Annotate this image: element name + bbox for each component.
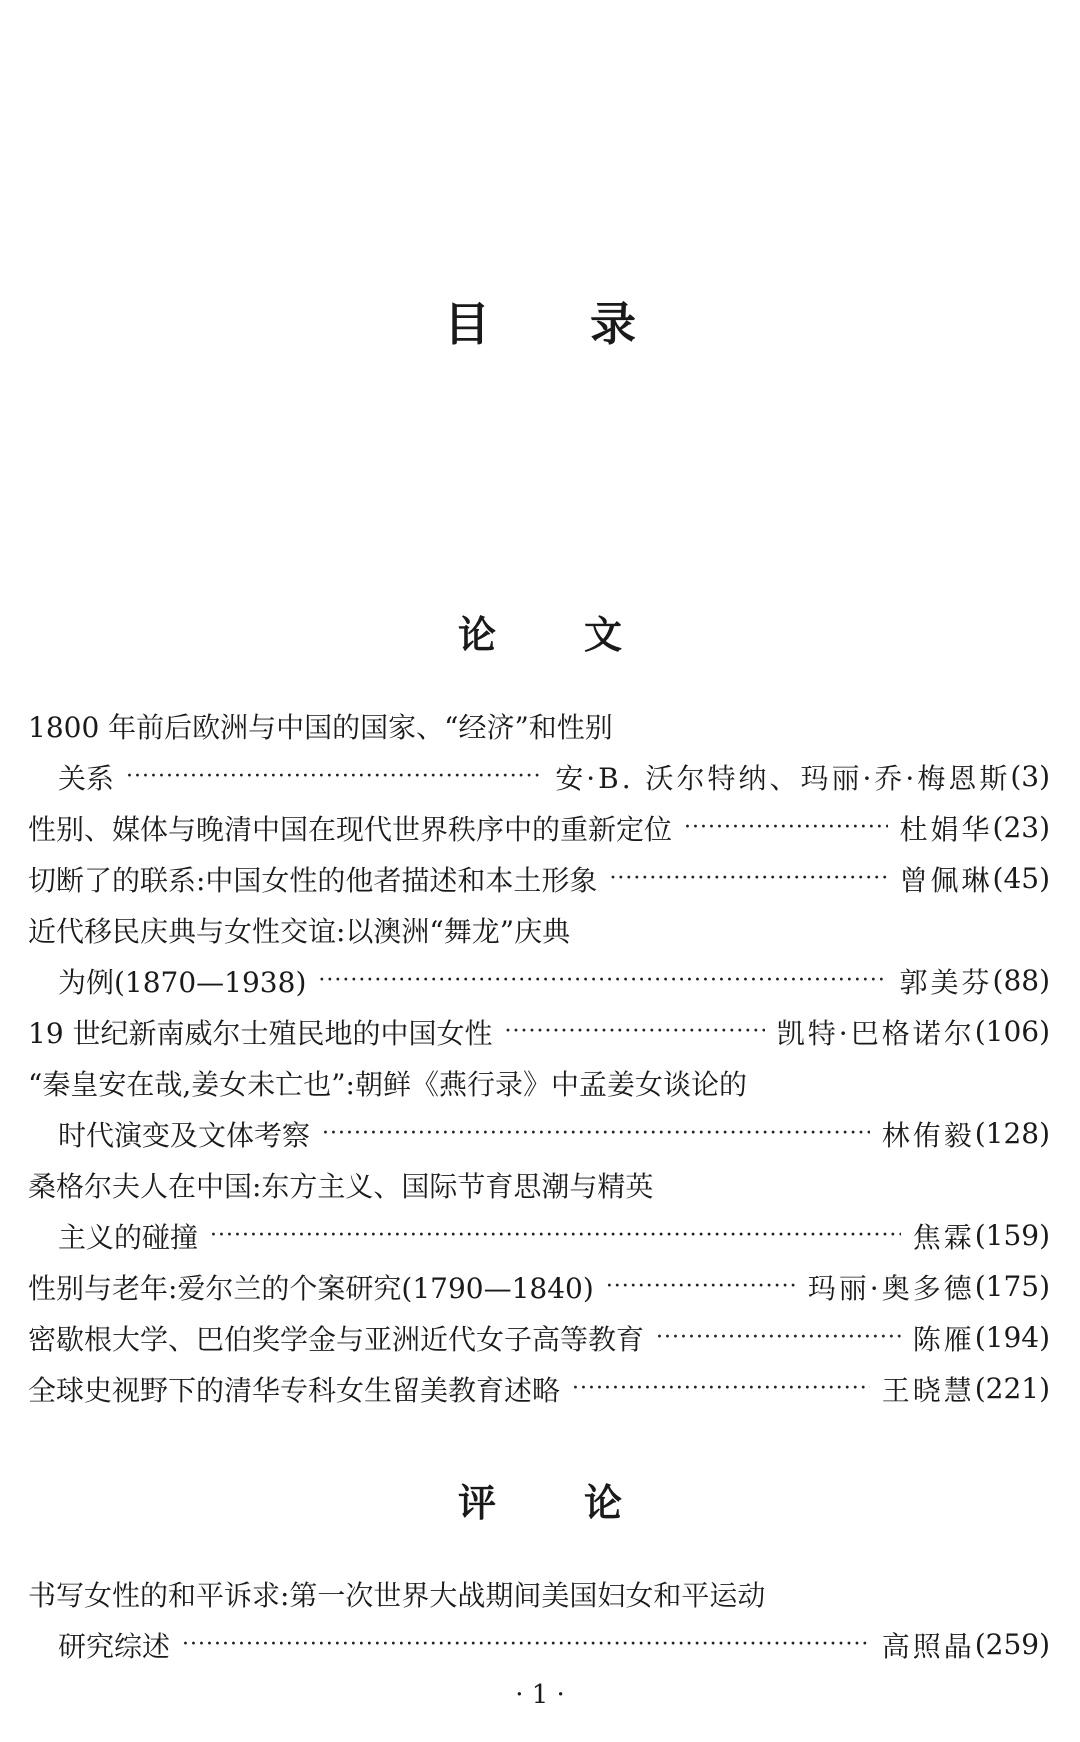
toc-entry-page: (221): [974, 1372, 1050, 1405]
toc-entry-line: [28, 1057, 1050, 1108]
dot-leader: [126, 764, 543, 789]
toc-entry-title: 关系: [58, 761, 115, 795]
dot-leader: [505, 1019, 765, 1044]
page-title: 目录: [444, 297, 736, 351]
toc-entry-author: 陈雁: [912, 1322, 975, 1356]
toc-entry-page: (128): [974, 1117, 1050, 1150]
toc-entry-line: [28, 700, 1050, 751]
toc-entry-page: (194): [974, 1321, 1050, 1354]
toc-entry-title: 为例(1870—1938): [58, 965, 307, 999]
toc-entry-page: (159): [974, 1219, 1050, 1252]
toc-entry-page: (23): [992, 811, 1050, 844]
dot-leader: [182, 1632, 870, 1657]
toc-entry-line: [28, 1261, 1050, 1312]
dot-leader: [684, 815, 887, 840]
dot-leader: [609, 866, 887, 891]
toc-entry-title: “秦皇安在哉,姜女未亡也”:朝鲜《燕行录》中孟姜女谈论的: [28, 1067, 747, 1101]
toc-entry-line: [28, 1619, 1050, 1670]
toc-entry-line: [28, 751, 1050, 802]
toc-entry-title: 研究综述: [58, 1629, 171, 1663]
dot-leader: [210, 1223, 901, 1248]
toc-entry-author: 郭美芬: [899, 965, 993, 999]
dot-leader: [656, 1325, 901, 1350]
dot-leader: [322, 1121, 870, 1146]
dot-leader: [318, 968, 887, 993]
toc-entry-author: 林侑毅: [881, 1118, 975, 1152]
toc-entry-title: 切断了的联系:中国女性的他者描述和本土形象: [28, 863, 598, 897]
toc-entry-author: 高照晶: [881, 1629, 975, 1663]
toc-entry-page: (45): [992, 862, 1050, 895]
toc-entry-author: 凯特·巴格诺尔: [776, 1016, 975, 1050]
toc-entry-title: 书写女性的和平诉求:第一次世界大战期间美国妇女和平运动: [28, 1578, 766, 1612]
toc-entry-line: [28, 904, 1050, 955]
toc-entry-author: 玛丽·奥多德: [807, 1271, 975, 1305]
toc-entry-line: [28, 802, 1050, 853]
toc-entry-title: 时代演变及文体考察: [58, 1118, 311, 1152]
toc-entry-author: 安·B. 沃尔特纳、玛丽·乔·梅恩斯: [555, 761, 1011, 795]
page-number: · 1 ·: [515, 1680, 565, 1710]
toc-entry-title: 性别、媒体与晚清中国在现代世界秩序中的重新定位: [28, 812, 673, 846]
toc-entry-title: 主义的碰撞: [58, 1220, 199, 1254]
section-title-reviews: 评论: [457, 1481, 710, 1525]
toc-entry-title: 1800 年前后欧洲与中国的国家、“经济”和性别: [28, 710, 613, 744]
toc-entry-title: 密歇根大学、巴伯奖学金与亚洲近代女子高等教育: [28, 1322, 645, 1356]
toc-list-papers: [28, 700, 1050, 1414]
toc-entry-title: 近代移民庆典与女性交谊:以澳洲“舞龙”庆典: [28, 914, 571, 948]
toc-entry-line: [28, 1210, 1050, 1261]
toc-entry-title: 性别与老年:爱尔兰的个案研究(1790—1840): [28, 1271, 594, 1305]
toc-entry-title: 19 世纪新南威尔士殖民地的中国女性: [28, 1016, 493, 1050]
toc-entry-page: (259): [974, 1628, 1050, 1661]
toc-entry-title: 全球史视野下的清华专科女生留美教育述略: [28, 1373, 561, 1407]
toc-entry-line: [28, 955, 1050, 1006]
toc-entry-line: [28, 1312, 1050, 1363]
toc-entry-author: 焦霖: [912, 1220, 975, 1254]
toc-entry-line: [28, 1568, 1050, 1619]
toc-entry-line: [28, 1108, 1050, 1159]
toc-entry-line: [28, 1363, 1050, 1414]
toc-entry-author: 杜娟华: [899, 812, 993, 846]
dot-leader: [606, 1274, 796, 1299]
toc-entry-author: 王晓慧: [881, 1373, 975, 1407]
toc-entry-line: [28, 853, 1050, 904]
toc-entry-page: (175): [974, 1270, 1050, 1303]
toc-entry-page: (106): [974, 1015, 1050, 1048]
dot-leader: [572, 1376, 870, 1401]
toc-entry-page: (88): [992, 964, 1050, 997]
toc-entry-title: 桑格尔夫人在中国:东方主义、国际节育思潮与精英: [28, 1169, 654, 1203]
toc-list-reviews: [28, 1568, 1050, 1670]
toc-entry-author: 曾佩琳: [899, 863, 993, 897]
toc-entry-line: [28, 1159, 1050, 1210]
section-title-papers: 论文: [457, 613, 710, 657]
toc-entry-line: [28, 1006, 1050, 1057]
toc-entry-page: (3): [1010, 760, 1050, 793]
